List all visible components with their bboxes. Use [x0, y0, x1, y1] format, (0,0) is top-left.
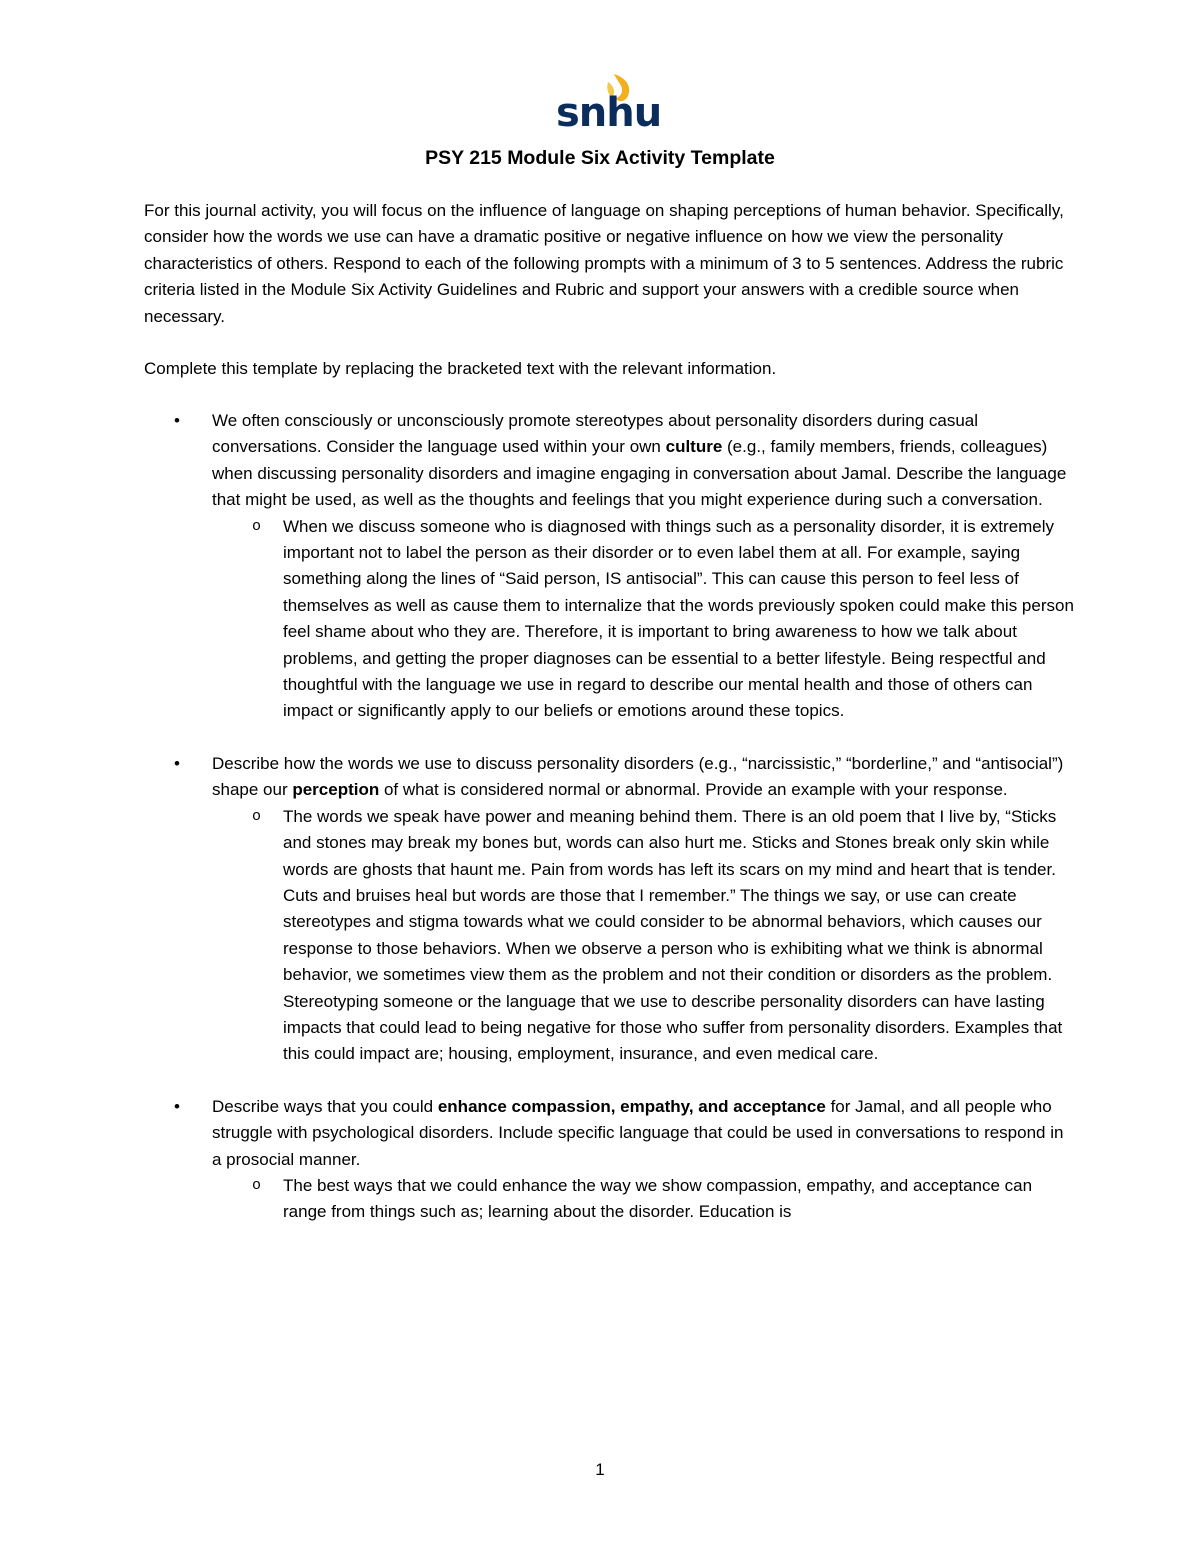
prompt-keyword: culture [665, 437, 723, 457]
answer-item [212, 804, 1074, 1068]
answer-item [212, 1173, 1074, 1226]
prompt-keyword: perception [292, 780, 380, 800]
prompt-text-part: Describe how the words we use to discuss personality disorders (e.g., “narcissistic,” “borderline,” and “antisocial”) shape our [212, 753, 1064, 800]
prompt-text-part: Describe ways that you could [212, 1096, 438, 1116]
sub-bullet-icon: o [252, 517, 262, 535]
prompt-text-part: (e.g., family members, friends, colleagues) when discussing personality disorders and imagine engaging in conversation about Jamal. Describe the language that might be used, as well as the thoughts and feelings that you might experience during such a conversation. [212, 437, 1067, 510]
prompt-text-part: of what is considered normal or abnormal. Provide an example with your response. [379, 780, 1008, 800]
prompt-text [212, 751, 1074, 804]
answer-text: The words we speak have power and meaning behind them. There is an old poem that I live by, “Sticks and stones may break my bones but, words can also hurt me. Sticks and Stones break only skin while words are ghosts that haunt me. Pain from words has left its scars on my mind and heart that is tender. Cuts and bruises heal but words are those that I remember.” The things we say, or use can create stereotypes and stigma towards what we could consider to be abnormal behaviors, which causes our response to those behaviors. When we observe a person who is exhibiting what we think is abnormal behavior, we sometimes view them as the problem and not their condition or disorders as the problem. Stereotyping someone or the language that we use to describe personality disorders can have lasting impacts that could lead to being negative for those who suffer from personality disorders. Examples that this could impact are; housing, employment, insurance, and even medical care. [283, 806, 1063, 1064]
snhu-logo [556, 72, 662, 136]
answer-item [212, 514, 1074, 725]
prompt-text-part: We often consciously or unconsciously promote stereotypes about personality disorders during casual conversations. Consider the language used within your own [212, 411, 979, 457]
logo-text: snhu [556, 90, 662, 136]
bullet-icon: • [174, 1096, 180, 1116]
prompt-list [144, 408, 1074, 1252]
prompt-text-part: for Jamal, and all people who struggle with psychological disorders. Include specific language that could be used in conversations to respond in a prosocial manner. [212, 1096, 1064, 1169]
prompt-text [212, 1094, 1074, 1173]
list-item [144, 751, 1074, 1068]
answer-text: When we discuss someone who is diagnosed with things such as a personality disorder, it is extremely important not to label the person as their disorder or to even label them at all. For example, saying something along the lines of “Said person, IS antisocial”. This can cause this person to feel less of themselves as well as cause them to internalize that the words previously spoken could make this person feel shame about who they are. Therefore, it is important to bring awareness to how we talk about problems, and getting the proper diagnoses can be essential to a better lifestyle. Being respectful and thoughtful with the language we use in regard to describe our mental health and those of others can impact or significantly apply to our beliefs or emotions around these topics. [283, 516, 1074, 721]
page-number: 1 [595, 1460, 605, 1479]
sub-bullet-icon: o [252, 1176, 262, 1194]
answer-text: The best ways that we could enhance the way we show compassion, empathy, and acceptance can range from things such as; learning about the disorder. Education is [283, 1175, 1033, 1222]
bullet-icon: • [174, 411, 180, 430]
list-item [144, 408, 1074, 725]
list-item [144, 1094, 1074, 1226]
prompt-keyword: enhance compassion, empathy, and acceptance [437, 1096, 826, 1116]
instruction-paragraph: Complete this template by replacing the bracketed text with the relevant information. [144, 359, 777, 378]
intro-paragraph: For this journal activity, you will focus on the influence of language on shaping perceptions of human behavior. Specifically, consider how the words we use can have a dramatic positive or negative influence on how we view the personality characteristics of others. Respond to each of the following prompts with a minimum of 3 to 5 sentences. Address the rubric criteria listed in the Module Six Activity Guidelines and Rubric and support your answers with a credible source when necessary. [144, 201, 1064, 326]
page-title: PSY 215 Module Six Activity Template [425, 147, 775, 169]
prompt-text [212, 408, 1074, 514]
sub-bullet-icon: o [252, 807, 262, 825]
bullet-icon: • [174, 753, 180, 773]
